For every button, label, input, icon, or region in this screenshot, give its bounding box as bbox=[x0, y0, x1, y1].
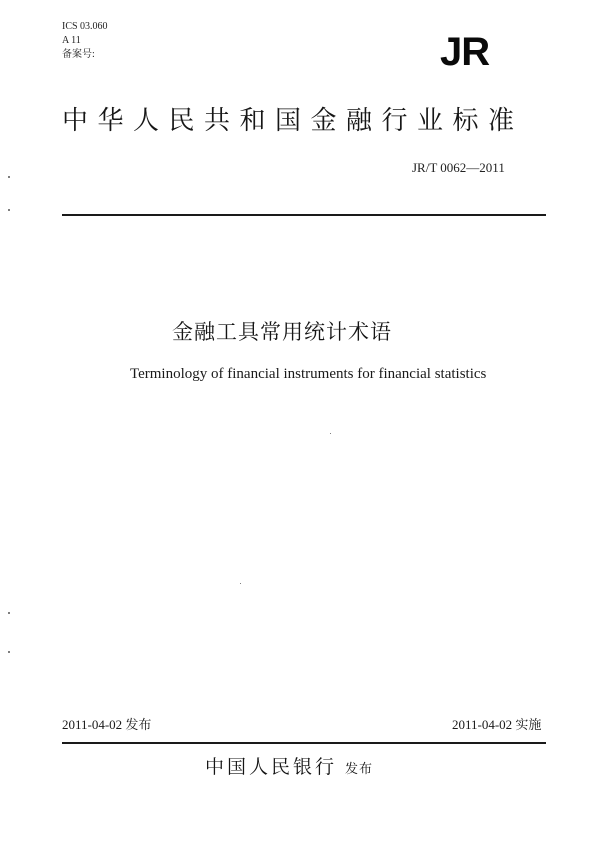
scan-speck bbox=[8, 612, 10, 614]
implementation-date: 2011-04-02 实施 bbox=[452, 717, 542, 732]
title-chinese: 金融工具常用统计术语 bbox=[172, 320, 392, 344]
ccs-code: A 11 bbox=[62, 35, 81, 46]
scan-speck bbox=[8, 209, 10, 211]
issuer-suffix: 发布 bbox=[345, 762, 374, 777]
title-english: Terminology of financial instruments for financial statistics bbox=[130, 366, 487, 382]
bottom-divider bbox=[62, 742, 546, 744]
standard-number: JR/T 0062—2011 bbox=[412, 160, 505, 175]
meta-block bbox=[62, 20, 108, 62]
issuer bbox=[205, 752, 373, 779]
record-number: 备案号: bbox=[62, 49, 95, 60]
top-divider bbox=[62, 214, 546, 216]
jr-logo: JR bbox=[440, 30, 490, 74]
scan-speck bbox=[8, 651, 10, 653]
scan-speck bbox=[240, 583, 241, 584]
standard-type-heading: 中华人民共和国金融行业标准 bbox=[62, 106, 524, 136]
scan-speck bbox=[330, 433, 331, 434]
issue-date: 2011-04-02 发布 bbox=[62, 717, 152, 732]
ics-code: ICS 03.060 bbox=[62, 21, 108, 32]
scan-speck bbox=[8, 176, 10, 178]
issuer-name: 中国人民银行 bbox=[205, 756, 338, 778]
